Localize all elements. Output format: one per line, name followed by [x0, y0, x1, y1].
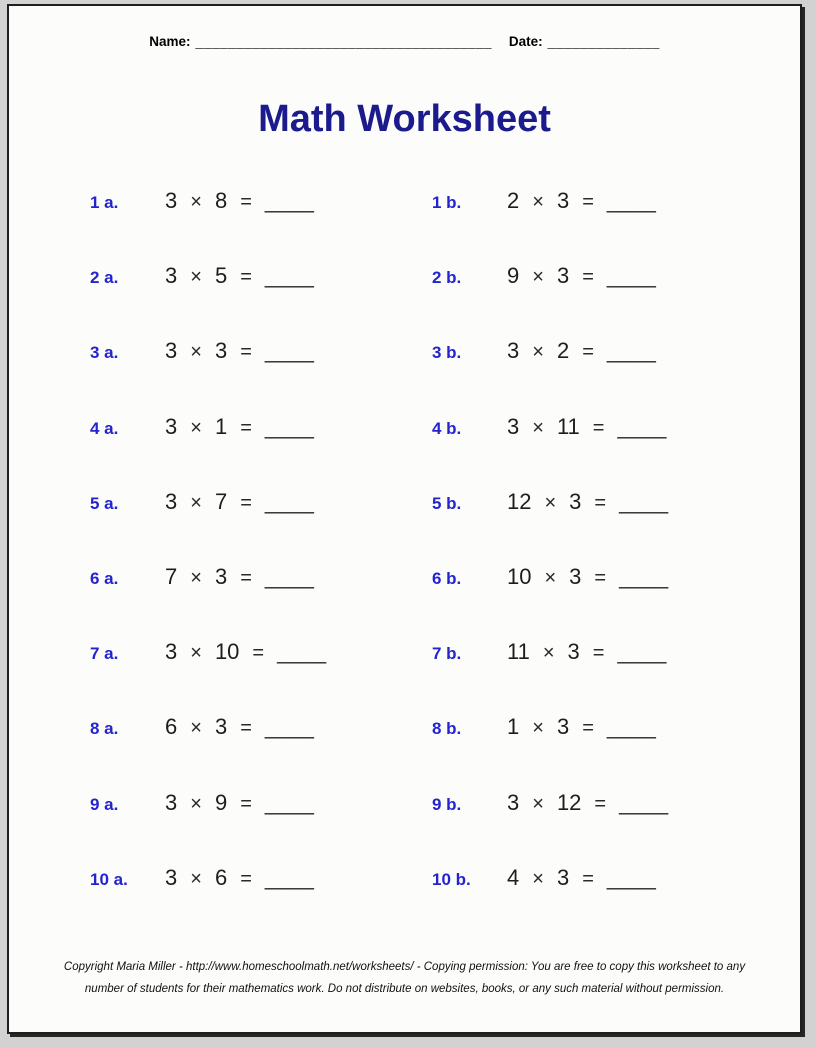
answer-blank: ____: [277, 639, 327, 665]
problem-cell-b: [432, 414, 666, 440]
factor-2: 6: [214, 864, 228, 890]
factor-2: 2: [556, 338, 570, 364]
answer-blank: ____: [264, 413, 314, 439]
equals-sign: =: [240, 191, 252, 213]
equals-sign: =: [240, 341, 252, 364]
answer-blank: ____: [619, 488, 669, 514]
problem-cell-b: [432, 714, 656, 740]
factor-1: 3: [165, 413, 178, 439]
factor-2: 3: [556, 263, 570, 289]
answer-blank: ____: [264, 188, 314, 213]
equals-sign: =: [594, 566, 607, 589]
problem-cell-a: [90, 489, 314, 515]
problem-number-label: 7 a.: [90, 644, 119, 664]
factor-2: 3: [569, 563, 582, 589]
factor-2: 3: [567, 639, 580, 665]
times-sign: ×: [190, 266, 202, 289]
factor-2: 11: [556, 413, 580, 439]
factor-1: 4: [507, 864, 520, 890]
answer-blank: ____: [617, 413, 667, 439]
answer-blank: ____: [606, 714, 656, 740]
times-sign: ×: [190, 566, 202, 589]
factor-1: 3: [507, 413, 520, 439]
problem-row: [9, 489, 800, 564]
equation: [165, 865, 314, 891]
problem-row: [9, 790, 800, 865]
factor-1: 3: [165, 789, 178, 815]
equation: [165, 714, 314, 740]
equals-sign: =: [594, 491, 607, 514]
times-sign: ×: [544, 491, 557, 514]
answer-blank: ____: [606, 338, 656, 364]
times-sign: ×: [190, 867, 202, 890]
times-sign: ×: [190, 717, 202, 740]
problem-number-label: 5 b.: [432, 493, 462, 513]
times-sign: ×: [532, 266, 544, 289]
problem-cell-b: [432, 790, 668, 816]
equals-sign: =: [252, 642, 265, 665]
factor-1: 3: [165, 864, 178, 890]
problem-number-label: 6 b.: [432, 568, 462, 588]
factor-2: 3: [556, 188, 570, 213]
factor-2: 8: [214, 188, 228, 213]
answer-blank: ____: [619, 563, 669, 589]
problem-number-label: 9 a.: [90, 794, 119, 814]
times-sign: ×: [544, 566, 557, 589]
equation: [507, 338, 656, 364]
equals-sign: =: [240, 792, 252, 815]
factor-1: 7: [165, 563, 178, 589]
times-sign: ×: [532, 792, 544, 815]
factor-1: 3: [165, 188, 178, 213]
factor-2: 3: [556, 714, 570, 740]
equals-sign: =: [240, 491, 252, 514]
factor-1: 3: [507, 789, 520, 815]
problem-cell-a: [90, 564, 314, 590]
problem-number-label: 10 b.: [432, 869, 471, 889]
factor-2: 10: [214, 639, 240, 665]
problem-number-label: 8 a.: [90, 719, 119, 739]
equals-sign: =: [594, 792, 607, 815]
factor-1: 9: [507, 263, 520, 289]
times-sign: ×: [542, 642, 555, 665]
name-blank-line: _____________________________________: [195, 34, 492, 49]
problem-number-label: 6 a.: [90, 568, 119, 588]
factor-1: 3: [165, 263, 178, 289]
answer-blank: ____: [264, 563, 314, 589]
problem-cell-a: [90, 338, 314, 364]
times-sign: ×: [532, 717, 544, 740]
problem-cell-a: [90, 790, 314, 816]
name-date-row: [9, 34, 800, 49]
answer-blank: ____: [606, 263, 656, 289]
times-sign: ×: [190, 491, 202, 514]
factor-2: 5: [214, 263, 228, 289]
times-sign: ×: [532, 867, 544, 890]
problem-number-label: 4 a.: [90, 418, 119, 438]
factor-1: 3: [165, 338, 178, 364]
problem-cell-a: [90, 865, 314, 891]
problem-cell-a: [90, 188, 314, 214]
factor-1: 3: [507, 338, 520, 364]
problem-row: [9, 188, 800, 263]
problem-cell-b: [432, 188, 656, 214]
problem-number-label: 10 a.: [90, 869, 128, 889]
equation: [507, 188, 656, 214]
equals-sign: =: [592, 416, 605, 439]
factor-2: 12: [556, 789, 582, 815]
equation: [165, 263, 314, 289]
equals-sign: =: [240, 867, 252, 890]
equation: [507, 865, 656, 891]
equals-sign: =: [582, 266, 594, 289]
times-sign: ×: [190, 341, 202, 364]
problem-row: [9, 564, 800, 639]
problem-cell-a: [90, 639, 326, 665]
answer-blank: ____: [264, 338, 314, 364]
copyright-line-2: number of students for their mathematics work. Do not distribute on websites, books, or any such material without permission.: [84, 983, 725, 996]
equation: [165, 188, 314, 214]
equals-sign: =: [582, 191, 594, 213]
problem-number-label: 5 a.: [90, 493, 119, 513]
problem-row: [9, 714, 800, 789]
equals-sign: =: [240, 266, 252, 289]
times-sign: ×: [532, 416, 544, 439]
factor-2: 9: [214, 789, 228, 815]
factor-2: 7: [214, 488, 228, 514]
problem-number-label: 4 b.: [432, 418, 462, 438]
equation: [165, 564, 314, 590]
answer-blank: ____: [606, 864, 656, 890]
answer-blank: ____: [617, 639, 667, 665]
times-sign: ×: [532, 191, 544, 213]
times-sign: ×: [190, 416, 202, 439]
equation: [165, 639, 326, 665]
answer-blank: ____: [264, 864, 314, 890]
problem-row: [9, 414, 800, 489]
problem-number-label: 1 a.: [90, 193, 119, 212]
problem-number-label: 1 b.: [432, 193, 462, 212]
factor-1: 1: [507, 714, 520, 740]
problem-number-label: 7 b.: [432, 644, 462, 664]
equation: [507, 790, 668, 816]
problem-cell-b: [432, 263, 656, 289]
problem-row: [9, 639, 800, 714]
equals-sign: =: [240, 566, 252, 589]
problem-cell-b: [432, 338, 656, 364]
problem-cell-a: [90, 263, 314, 289]
equation: [507, 414, 666, 440]
equation: [165, 790, 314, 816]
equation: [165, 489, 314, 515]
equation: [507, 263, 656, 289]
factor-1: 3: [165, 639, 178, 665]
factor-2: 3: [569, 488, 582, 514]
times-sign: ×: [190, 642, 202, 665]
equals-sign: =: [582, 341, 594, 364]
copyright-footer: [29, 956, 780, 1001]
problem-number-label: 3 a.: [90, 343, 119, 363]
equals-sign: =: [240, 717, 252, 740]
factor-2: 3: [556, 864, 570, 890]
factor-2: 3: [214, 714, 228, 740]
factor-1: 11: [507, 639, 530, 665]
problems-list: [9, 188, 800, 940]
copyright-line-1: Copyright Maria Miller - http://www.homeschoolmath.net/worksheets/ - Copying permission: You are free to copy this worksheet to any: [63, 961, 746, 973]
problem-cell-b: [432, 489, 668, 515]
equals-sign: =: [582, 717, 594, 740]
name-label: Name:: [149, 34, 191, 49]
equation: [165, 414, 314, 440]
problem-cell-b: [432, 639, 666, 665]
problem-number-label: 2 a.: [90, 268, 119, 288]
equation: [507, 564, 668, 590]
factor-1: 10: [507, 563, 532, 589]
equation: [165, 338, 314, 364]
problem-number-label: 2 b.: [432, 268, 462, 288]
times-sign: ×: [190, 792, 202, 815]
equation: [507, 489, 668, 515]
problem-cell-b: [432, 564, 668, 590]
factor-2: 3: [214, 563, 228, 589]
answer-blank: ____: [606, 188, 656, 213]
factor-1: 12: [507, 488, 532, 514]
equals-sign: =: [592, 642, 605, 665]
answer-blank: ____: [264, 789, 314, 815]
factor-1: 3: [165, 488, 178, 514]
times-sign: ×: [190, 191, 202, 213]
problem-cell-a: [90, 714, 314, 740]
factor-1: 6: [165, 714, 178, 740]
equation: [507, 714, 656, 740]
date-blank-line: ______________: [547, 34, 660, 49]
problem-row: [9, 263, 800, 338]
page-title: Math Worksheet: [258, 98, 551, 140]
answer-blank: ____: [264, 263, 314, 289]
equation: [507, 639, 666, 665]
problem-row: [9, 338, 800, 413]
equals-sign: =: [582, 867, 594, 890]
factor-1: 2: [507, 188, 520, 213]
answer-blank: ____: [619, 789, 669, 815]
equals-sign: =: [240, 416, 252, 439]
problem-number-label: 3 b.: [432, 343, 462, 363]
problem-number-label: 8 b.: [432, 719, 462, 739]
problem-row: [9, 865, 800, 940]
problem-cell-b: [432, 865, 656, 891]
factor-2: 1: [214, 413, 228, 439]
factor-2: 3: [214, 338, 228, 364]
problem-number-label: 9 b.: [432, 794, 462, 814]
date-label: Date:: [508, 34, 543, 49]
worksheet-page: [7, 4, 802, 1034]
answer-blank: ____: [264, 488, 314, 514]
answer-blank: ____: [264, 714, 314, 740]
problem-cell-a: [90, 414, 314, 440]
times-sign: ×: [532, 341, 544, 364]
